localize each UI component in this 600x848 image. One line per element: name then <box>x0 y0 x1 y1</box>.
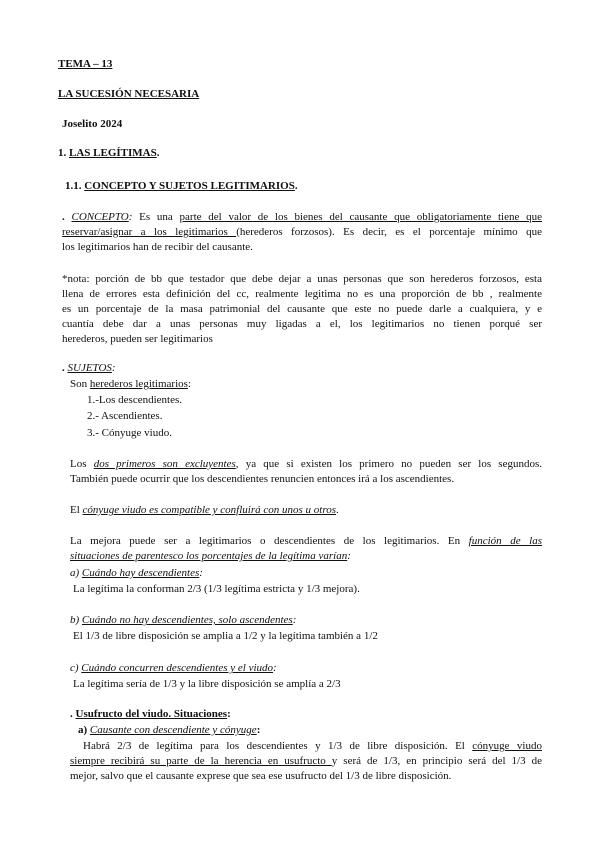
mejora-line-2 <box>70 549 542 564</box>
case-label: Cuándo concurren descendientes y el viudo <box>81 662 274 674</box>
section-dot: . <box>294 180 298 192</box>
case-colon: : <box>292 614 297 626</box>
text-emphasis: situaciones de parentesco los porcentajes de la legítima varían <box>70 550 348 562</box>
usufructo-heading <box>70 707 231 722</box>
usufructo-line-2 <box>70 754 542 769</box>
case-letter: c) <box>70 662 82 674</box>
list-item: 1.-Los descendientes. <box>87 394 182 406</box>
section-1-heading <box>58 146 159 161</box>
concepto-line-1 <box>62 210 542 225</box>
case-letter: b) <box>70 614 82 626</box>
heading-colon: : <box>227 708 231 720</box>
text: : <box>187 378 191 390</box>
text: . <box>336 504 339 516</box>
document-title: LA SUCESIÓN NECESARIA <box>58 88 200 100</box>
label-colon: : <box>111 362 116 374</box>
sub-letter: a) <box>78 724 90 736</box>
conyuge-line <box>70 503 339 518</box>
text: Es una <box>132 211 180 223</box>
case-b-heading <box>70 613 296 628</box>
usufructo-line-3: mejor, salvo que el causante exprese que sea ese usufructo del 1/3 de libre disposición. <box>70 770 452 782</box>
excluyentes-line-1 <box>70 457 542 472</box>
tema-heading: TEMA – 13 <box>58 58 113 70</box>
text-underlined: parte del valor de los bienes del causante que obligatoriamente tiene que <box>179 211 543 223</box>
mejora-paragraph <box>70 534 542 564</box>
case-b-text: El 1/3 de libre disposición se amplia a 1/2 y la legítima también a 1/2 <box>73 630 378 642</box>
excluyentes-line-2: También puede ocurrir que los descendientes renuncien entonces irá a los ascendientes. <box>70 473 455 485</box>
concepto-label: CONCEPTO <box>71 211 129 223</box>
nota-line-4: cuantía debe dar a unas personas muy ligadas a el, los legitimarios no tienen porqué ser <box>62 318 542 330</box>
excluyentes-paragraph <box>70 457 542 487</box>
case-c-text: La legítima sería de 1/3 y la libre disposición se amplía a 2/3 <box>73 678 341 690</box>
text: Habrá 2/3 de legítima para los descendientes y 1/3 de libre disposición. El <box>83 740 473 752</box>
sujetos-intro <box>70 377 191 392</box>
text-underlined: siempre recibirá su parte de la herencia en usufructo <box>70 755 332 767</box>
case-a-heading <box>70 566 203 581</box>
text: , ya que si existen los primero no pueden ser los segundos. <box>235 458 542 470</box>
list-item: 3.- Cónyuge viudo. <box>87 427 172 439</box>
usufructo-title: Usufructo del viudo. Situaciones <box>75 708 228 720</box>
case-label: Cuándo hay descendientes <box>81 567 200 579</box>
sub-colon: : <box>256 724 261 736</box>
nota-line-2: llena de errores esta definición del cc, realmente legitima no es una proporción de bb , realmente <box>62 288 542 300</box>
section-title: LAS LEGÍTIMAS <box>69 147 157 159</box>
text: El <box>70 504 83 516</box>
section-1-1-heading <box>65 179 298 194</box>
label-colon: : <box>128 211 133 223</box>
text: : <box>347 550 351 562</box>
case-c-heading <box>70 661 277 676</box>
text: Los <box>70 458 94 470</box>
section-title: CONCEPTO Y SUJETOS LEGITIMARIOS <box>84 180 295 192</box>
sujetos-label: SUJETOS <box>67 362 112 374</box>
nota-line-1: *nota: porción de bb que testador que debe dejar a unas personas que son herederos forzosos, esta <box>62 273 542 285</box>
text: (herederos forzosos). Es decir, es el porcentaje mínimo que <box>236 226 542 238</box>
case-colon: : <box>199 567 203 579</box>
section-dot: . <box>156 147 160 159</box>
nota-line-3: es un porcentaje de la masa patrimonial del causante que este no puede darle a cualquiera, y e <box>62 303 542 315</box>
concepto-paragraph <box>62 210 542 255</box>
usufructo-paragraph <box>70 739 542 784</box>
text: Son <box>70 378 90 390</box>
case-colon: : <box>273 662 277 674</box>
bullet: . <box>62 362 65 374</box>
section-number: 1.1. <box>65 180 82 192</box>
case-letter: a) <box>70 567 82 579</box>
concepto-line-3: los legitimarios han de recibir del causante. <box>62 241 253 253</box>
text: y será de 1/3, en principio será del 1/3 de <box>331 755 542 767</box>
sujetos-heading <box>62 361 116 376</box>
text-underlined: herederos legitimarios <box>89 378 188 390</box>
nota-line-5: herederos, pueden ser legitimarios <box>62 333 213 345</box>
text-underlined: reservar/asignar a los legitimarios <box>62 226 237 238</box>
mejora-line-1 <box>70 534 542 549</box>
text-emphasis: cónyuge viudo es compatible y confluirá con unos u otros <box>82 504 336 516</box>
text-emphasis: dos primeros son excluyentes <box>93 458 236 470</box>
text-emphasis: función de las <box>468 535 542 547</box>
section-number: 1. <box>58 147 67 159</box>
nota-paragraph <box>62 272 542 347</box>
case-label: Cuándo no hay descendientes, solo ascendentes <box>81 614 293 626</box>
bullet: . <box>70 708 76 720</box>
bullet: . <box>62 211 65 223</box>
usufructo-line-1 <box>70 739 542 754</box>
author-line: Joselito 2024 <box>62 118 123 130</box>
case-a-text: La legítima la conforman 2/3 (1/3 legítima estricta y 1/3 mejora). <box>73 583 360 595</box>
concepto-line-2 <box>62 225 542 240</box>
text-underlined: cónyuge viudo <box>472 740 542 752</box>
sub-label: Causante con descendiente y cónyuge <box>89 724 257 736</box>
list-item: 2.- Ascendientes. <box>87 410 163 422</box>
text: La mejora puede ser a legitimarios o descendientes de los legitimarios. En <box>70 535 469 547</box>
usufructo-subheading <box>78 723 260 738</box>
